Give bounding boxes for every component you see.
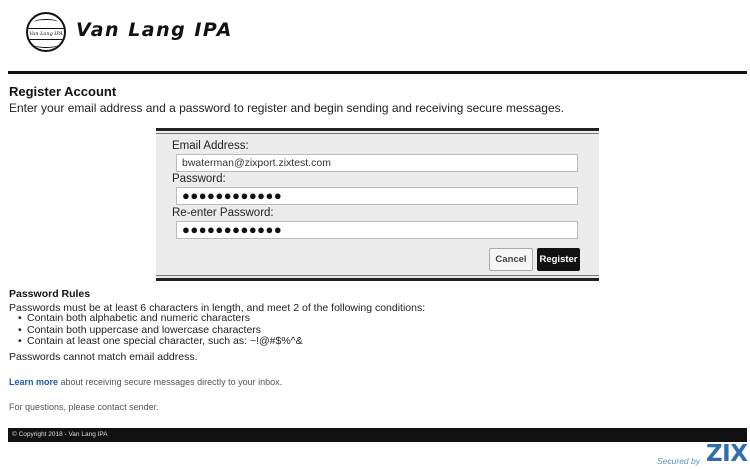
logo-badge-text: Van Lang IPA: [28, 28, 64, 40]
cancel-button[interactable]: Cancel: [489, 248, 533, 271]
email-field[interactable]: [176, 154, 578, 172]
learn-more-link[interactable]: Learn more: [9, 377, 59, 387]
company-logo: [26, 12, 66, 52]
list-item: • Contain both alphabetic and numeric characters: [18, 313, 303, 325]
password-rules-note: Passwords cannot match email address.: [9, 351, 198, 363]
password-label: Password:: [172, 173, 226, 185]
contact-note: For questions, please contact sender.: [9, 402, 159, 412]
list-item: • Contain both uppercase and lowercase characters: [18, 325, 303, 337]
list-item: • Contain at least one special character, such as: ~!@#$%^&: [18, 336, 303, 348]
password-rules-list: [18, 313, 303, 348]
register-button[interactable]: Register: [537, 248, 580, 271]
email-label: Email Address:: [172, 140, 249, 152]
brand-name: Van Lang IPA: [76, 19, 233, 41]
page-subtitle: Enter your email address and a password to register and begin sending and receiving secure messages.: [9, 101, 564, 115]
password-field[interactable]: ●●●●●●●●●●●●: [176, 187, 578, 205]
password-rules-intro: Passwords must be at least 6 characters in length, and meet 2 of the following conditions:: [9, 302, 426, 314]
page-title: Register Account: [9, 84, 117, 99]
learn-more-line: [9, 377, 282, 387]
zix-logo-text: ZIX: [706, 441, 748, 467]
footer-bar: [8, 428, 747, 442]
password-rules-title: Password Rules: [9, 288, 91, 300]
learn-more-text: about receiving secure messages directly to your inbox.: [58, 377, 283, 387]
secured-by-text: Secured by: [657, 456, 700, 466]
register-form: [156, 128, 599, 281]
reenter-password-field[interactable]: ●●●●●●●●●●●●: [176, 221, 578, 239]
copyright-text: © Copyright 2018 - Van Lang IPA: [12, 431, 108, 438]
header: [0, 0, 750, 72]
header-divider: [8, 71, 747, 74]
reenter-password-label: Re-enter Password:: [172, 207, 274, 219]
